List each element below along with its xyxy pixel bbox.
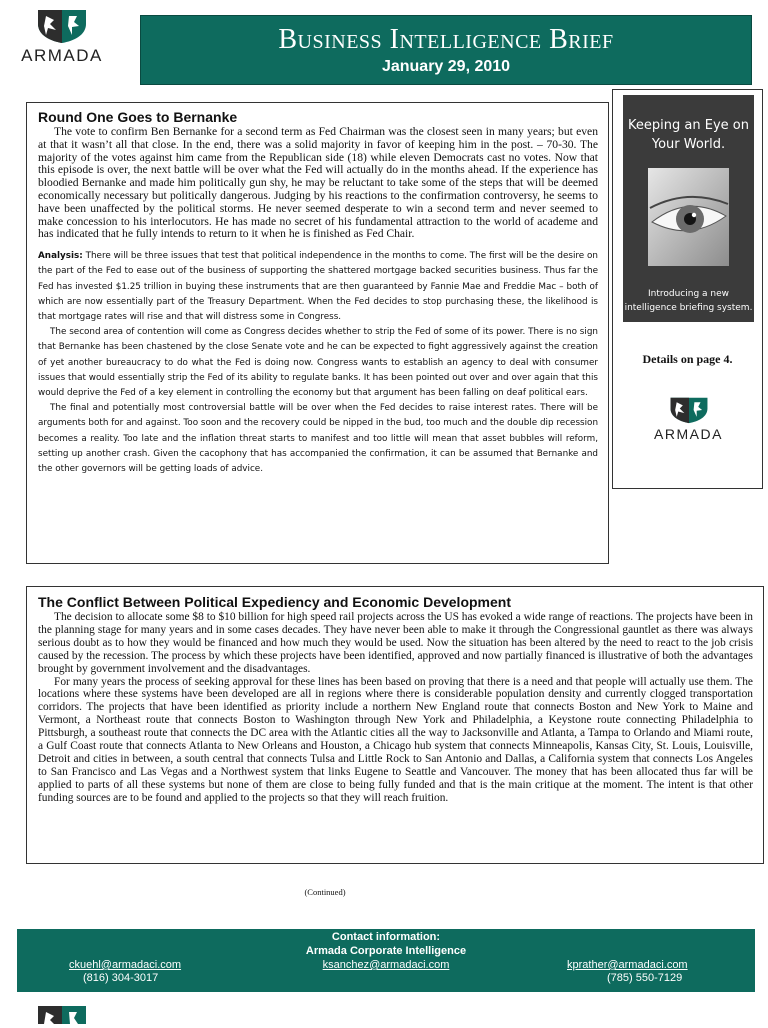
continued-note: (Continued) — [304, 887, 346, 897]
analysis-paragraph-2: The second area of contention will come as Congress decides whether to strip the Fed of some of its power. There is no sign that Bernanke has been chastened by the close Senate vote and he can be expected to fight aggressively against the creation of yet another bureaucracy to do what the Fed is doing now. Congress wants to establish an agency to deal with consumer issues that would essentially strip the Fed of its ability to regulate banks. It has been pointed out over and over again that this would deprive the Fed of a key element in controlling the economy but that argument has been falling on deaf political ears. — [38, 327, 598, 398]
article-title: Round One Goes to Bernanke — [38, 109, 238, 125]
page-title: Business Intelligence Brief — [278, 24, 614, 55]
ad-subtitle: Introducing a new intelligence briefing system. — [624, 289, 753, 313]
article-rail — [26, 586, 764, 864]
article-title: The Conflict Between Political Expediency and Economic Development — [38, 594, 511, 610]
contact-right — [567, 959, 688, 985]
shield-icon — [36, 8, 88, 44]
sidebar-ad-box — [612, 89, 763, 489]
analysis-label: Analysis: — [38, 251, 83, 262]
ad-panel[interactable] — [623, 95, 754, 322]
contact-footer — [17, 929, 755, 992]
article-paragraph: The vote to confirm Ben Bernanke for a second term as Fed Chairman was the closest seen in many years; but even at that it wasn’t all that close. In the end, there was a solid majority in favor of keeping him in the post. – 70-30. The majority of the votes against him came from the Republican side (18) while eleven Democrats cast no votes. Now that this episode is over, the next battle will be over what the Fed will actually do in the months ahead. If the experience has bloodied Bernanke and made him politically gun shy, he may be reluctant to take some of the steps that will be deemed economically necessary but politically dangerous. Judging by his reactions to the confirmation controversy, he seems to have been unaffected by the political storms. He never seemed desperate to win a second term and never seemed to make concession to his interlocutors. He has made no secret of his fundamental attraction to the world of academe and has indicated that he fully intends to return to it when he is finished as Fed Chair. — [38, 125, 598, 241]
brand-name: ARMADA — [21, 46, 103, 65]
sidebar-logo — [641, 396, 736, 442]
armada-logo — [10, 8, 114, 66]
ad-title: Keeping an Eye on Your World. — [628, 118, 749, 152]
analysis-text: There will be three issues that test that political independence in the months to come. The first will be the desire on the part of the Fed to ease out of the business of supporting the shattered mortgage backed securities business. Thus far the Fed has invested $1.25 trillion in buying these instruments that are then guaranteed by Fannie Mae and Freddie Mac – both of which are now essentially part of the Treasury Department. When the Fed decides to stop purchasing these, the likelihood is that mortgage rates will rise and that will distress some in Congress. — [38, 251, 598, 322]
contact-heading: Contact information: — [331, 931, 441, 943]
analysis-paragraph-3: The final and potentially most controversial battle will be over when the Fed decides to raise interest rates. There will be arguments both for and against. Too soon and the recovery could be nipped in the bud, too much and the double dip recession becomes a reality. Too late and the inflation threat starts to manifest and too little will mean that asset bubbles will reform, setting up another crash. Given the cacophony that has accompanied the confirmation, it can be assumed that Bernanke and the other governors will be getting loads of advice. — [38, 403, 599, 475]
eye-image — [648, 168, 729, 266]
email-link[interactable]: ckuehl@armadaci.com — [69, 959, 182, 971]
email-link[interactable]: kprather@armadaci.com — [567, 959, 688, 971]
article-bernanke — [26, 102, 609, 564]
phone-number: (816) 304-3017 — [83, 972, 159, 984]
shield-icon — [36, 1004, 88, 1024]
article-paragraph-2: For many years the process of seeking approval for these lines has been based on proving that there is a need and that people will actually use them. The locations where these systems have been developed are all in regions where there is considerable population density and currently clogged transportation corridors. The projects that have been identified as priority include a northern New England route that connects Boston and New York to Maine and Vermont, a Northeast route that connects Boston to Washington through New York and Philadelphia, a Keystone route connecting Philadelphia to Pittsburgh, a southeast route that connects the DC area with the Atlantic cities all the way to Jacksonville and Atlanta, a Tampa to Orlando and Miami route, a Gulf Coast route that connects Atlanta to New Orleans and Houston, a Chicago hub system that connects Minneapolis, Kansas City, St. Louis, Louisville, Detroit and cities in between, a south central that connects Tulsa and Little Rock to San Antonio and Dallas, a California system that connects Los Angeles to San Francisco and Las Vegas and a Northwest system that links Eugene to Seattle and Vancouver. The money that has been allocated thus far will be applied to parts of all these systems but none of them are close to being fully funded and that is the main critique at the moment. The intent is that other funding sources are to be found and applied to the projects so that they will reach fruition. — [38, 675, 753, 804]
email-link[interactable]: ksanchez@armadaci.com — [322, 959, 450, 971]
contact-heading-block — [17, 930, 755, 958]
sidebar-brand-name: ARMADA — [654, 426, 723, 442]
details-note: Details on page 4. — [642, 352, 733, 366]
bottom-logo — [36, 1004, 88, 1028]
shield-icon — [669, 396, 709, 424]
article-paragraph: The decision to allocate some $8 to $10 billion for high speed rail projects across the US has evoked a wide range of reactions. The projects have been in the planning stage for many years and in some cases decades. They have never been able to make it through the Congressional gauntlet as there was always serious doubt as to how they would be financed and how much they would be used. Now the situation has been altered by the need to react to the job crisis caused by the recession. The process by which these projects have been identified, approved and now partially financed is illustrative of both the advantages brought by government involvement and the disadvantages. — [38, 611, 753, 675]
phone-number: (785) 550-7129 — [607, 972, 683, 984]
header-banner — [140, 15, 752, 85]
analysis-paragraph — [38, 249, 598, 325]
company-name: Armada Corporate Intelligence — [305, 945, 467, 957]
issue-date: January 29, 2010 — [381, 58, 511, 75]
